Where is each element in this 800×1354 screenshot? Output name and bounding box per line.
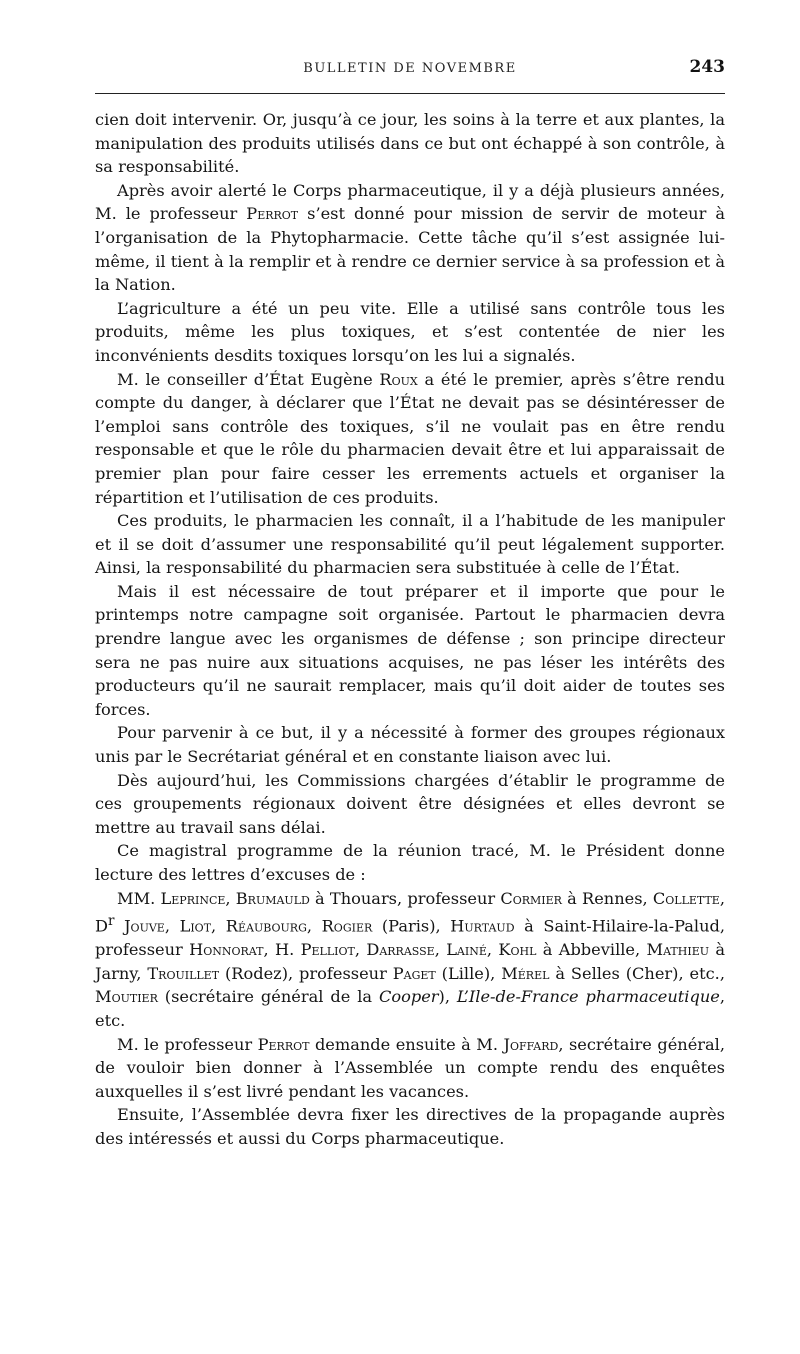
paragraph-2 xyxy=(95,179,725,297)
text-run: à Rennes, xyxy=(561,888,653,908)
person-name: Darrasse xyxy=(366,940,435,960)
text-run: (Lille), xyxy=(435,963,502,983)
body-text xyxy=(95,108,725,1151)
paragraph-12: Ensuite, l’Assemblée devra fixer les directives de la propagande auprès des intéressés et aussi du Corps pharmaceutique. xyxy=(95,1105,725,1148)
page-header xyxy=(95,55,725,85)
text-run: , xyxy=(225,888,236,908)
paragraph-1: cien doit intervenir. Or, jusqu’à ce jour, les soins à la terre et aux plantes, la manipulation des produits utilisés dans ce but ont échappé à son contrôle, à sa responsabilité. xyxy=(95,110,725,177)
superscript: r xyxy=(107,913,115,930)
paragraph-7: Pour parvenir à ce but, il y a nécessité à former des groupes régionaux unis par le Secrétariat général et en constante liaison avec lui. xyxy=(95,723,725,767)
person-name: Lainé xyxy=(446,940,487,960)
text-run: demande ensuite à M. xyxy=(309,1034,504,1054)
person-name: Hurtaud xyxy=(450,916,515,936)
text-run xyxy=(114,917,124,936)
text-run: a été le premier, après s’être rendu compte du danger, à déclarer que l’État ne devait pas se désintéresser de l’emploi sans contrôle des toxiques, s’il ne voulait pas en être rendu responsable et que le rôle du pharmacien devait être et lui apparaissait de premier plan pour faire cesser les errements actuels et organiser la répartition et l’utilisation de ces produits. xyxy=(95,369,725,507)
text-run: , H. xyxy=(263,940,301,960)
text-run: à Jarny, xyxy=(95,940,725,983)
document-page xyxy=(95,55,725,1151)
text-run: Après avoir alerté le Corps pharmaceutique, il y a déjà plusieurs années, M. le professeur xyxy=(95,180,725,224)
text-run: , xyxy=(306,916,322,936)
text-run: ), xyxy=(438,987,457,1007)
text-run: (Rodez), professeur xyxy=(219,963,393,983)
paragraph-6: Mais il est nécessaire de tout préparer et il importe que pour le printemps notre campagne soit organisée. Partout le pharmacien devra prendre langue avec les organismes de défense ; son principe directeur sera ne pas nuire aux situations acquises, ne pas léser les intérêts des producteurs qu’il ne saurait remplacer, mais qu’il doit aider de toutes ses forces. xyxy=(95,581,725,719)
publication-name: Cooper xyxy=(378,987,439,1007)
text-run: , xyxy=(211,916,226,936)
text-run: à Selles (Cher), etc., xyxy=(549,963,725,983)
person-name: Réaubourg xyxy=(225,916,307,936)
text-run: , D xyxy=(95,888,725,936)
person-name: Brumauld xyxy=(235,888,310,908)
paragraph-3: L’agriculture a été un peu vite. Elle a utilisé sans contrôle tous les produits, même les plus toxiques, et s’est contentée de nier les inconvénients desdits toxiques lorsqu’on les lui a signalés. xyxy=(95,298,725,365)
person-name: Collette xyxy=(652,888,720,908)
person-name: Joffard xyxy=(503,1034,559,1054)
paragraph-10 xyxy=(95,887,725,1033)
person-name: Perrot xyxy=(257,1034,310,1054)
person-name: Moutier xyxy=(95,987,158,1007)
text-run: MM. xyxy=(117,888,161,908)
person-name: Honnorat xyxy=(189,940,264,960)
text-run: , xyxy=(434,940,447,960)
text-run: M. le professeur xyxy=(117,1034,258,1054)
paragraph-5: Ces produits, le pharmacien les connaît, il a l’habitude de les manipuler et il se doit d’assumer une responsabilité qu’il peut légalement supporter. Ainsi, la responsabilité du pharmacien sera substituée à celle de l’État. xyxy=(95,511,725,578)
person-name: Perrot xyxy=(246,204,299,224)
text-run: à Thouars, professeur xyxy=(309,888,501,908)
text-run: , etc. xyxy=(95,987,725,1030)
person-name: Trouillet xyxy=(147,963,220,983)
person-name: Rogier xyxy=(321,916,373,936)
text-run: , xyxy=(354,940,367,960)
person-name: Leprince xyxy=(160,888,226,908)
person-name: Paget xyxy=(392,963,436,983)
person-name: Kohl xyxy=(498,940,537,960)
text-run: à Abbeville, xyxy=(536,940,647,960)
person-name: Mathieu xyxy=(646,940,709,960)
running-title: BULLETIN DE NOVEMBRE xyxy=(303,61,517,76)
person-name: Jouve xyxy=(124,916,165,936)
person-name: Liot xyxy=(179,916,212,936)
page-number: 243 xyxy=(689,57,725,77)
paragraph-9: Ce magistral programme de la réunion tracé, M. le Président donne lecture des lettres d’excuses de : xyxy=(95,841,725,884)
paragraph-8: Dès aujourd’hui, les Commissions chargées d’établir le programme de ces groupements régionaux doivent être désignées et elles devront se mettre au travail sans délai. xyxy=(95,770,725,837)
person-name: Mérel xyxy=(501,963,550,983)
paragraph-4 xyxy=(95,368,725,510)
text-run: (Paris), xyxy=(372,916,451,936)
text-run: à Saint-Hilaire-la-Palud, professeur xyxy=(95,916,726,960)
text-run: s’est donné pour mission de servir de moteur à l’organisation de la Phytopharmacie. Cette tâche qu’il s’est assignée lui-même, il tient à la remplir et à rendre ce dernier service à sa profession et à la Nation. xyxy=(95,204,725,295)
person-name: Pelliot xyxy=(300,940,355,960)
paragraph-11 xyxy=(95,1033,725,1104)
text-run: (secrétaire général de la xyxy=(157,987,379,1007)
text-run: M. le conseiller d’État Eugène xyxy=(117,369,380,389)
person-name: Roux xyxy=(379,369,418,389)
text-run: , secrétaire général, de vouloir bien donner à l’Assemblée un compte rendu des enquêtes auxquelles il s’est livré pendant les vacances. xyxy=(95,1034,725,1101)
text-run: , xyxy=(486,940,499,960)
text-run: , xyxy=(164,916,180,936)
header-rule xyxy=(95,93,725,94)
publication-name: L’Ile-de-France pharmaceutique xyxy=(456,987,720,1007)
person-name: Cormier xyxy=(500,888,562,908)
